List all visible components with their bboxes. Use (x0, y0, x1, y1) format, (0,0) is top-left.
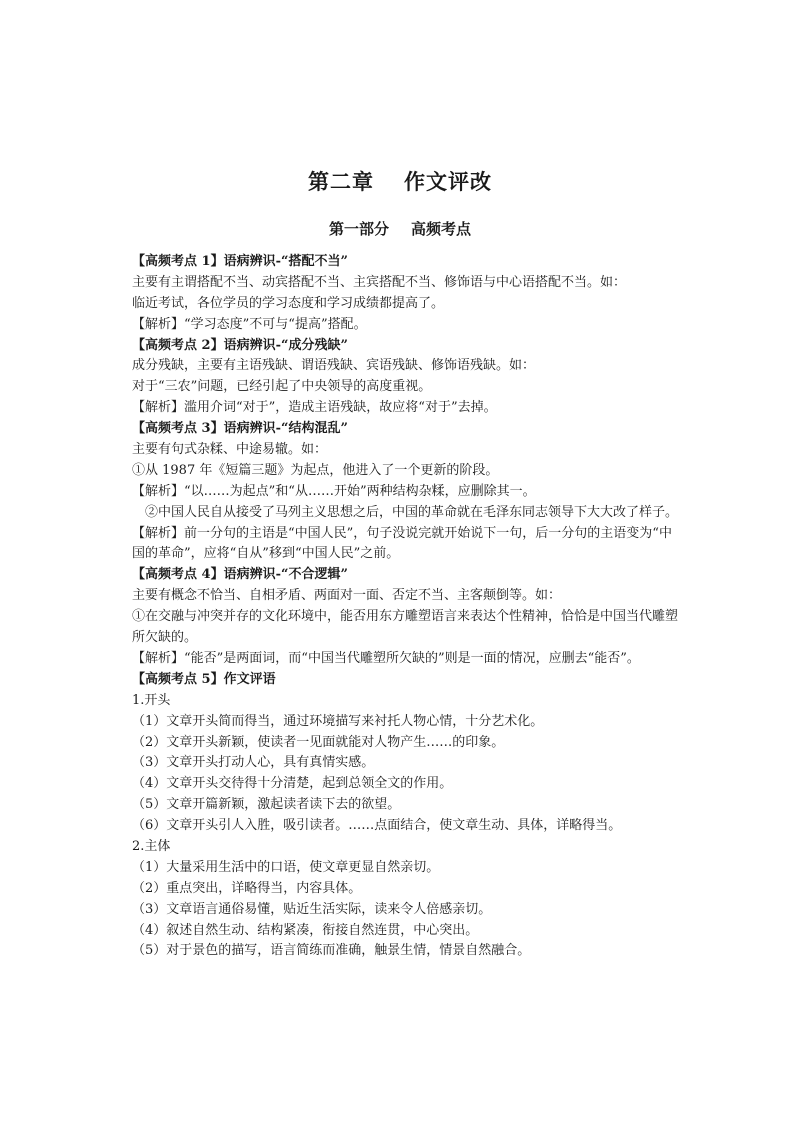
chapter-title (0, 166, 800, 196)
body-part-item: （4）叙述自然生动、结构紧凑，衔接自然连贯，中心突出。 (132, 922, 479, 938)
opening-item: （6）文章开头引人入胜，吸引读者。……点面结合，使文章生动、具体，详略得当。 (132, 818, 622, 834)
body-part-item: （2）重点突出，详略得当，内容具体。 (132, 880, 362, 896)
point-3-example-2: ②中国人民自从接受了马列主义思想之后，中国的革命就在毛泽东同志领导下大大改了样子。 (145, 504, 679, 520)
point-1-example: 临近考试，各位学员的学习态度和学习成绩都提高了。 (132, 295, 445, 311)
body-part-heading: 2.主体 (132, 839, 171, 854)
opening-item: （4）文章开头交待得十分清楚，起到总领全文的作用。 (132, 776, 453, 792)
point-3-heading: 【高频考点 3】语病辨识-“结构混乱” (132, 421, 348, 437)
opening-item: （3）文章开头打动人心，具有真情实感。 (132, 755, 375, 771)
point-4-heading: 【高频考点 4】语病辨识-“不合逻辑” (132, 567, 348, 583)
point-2-heading: 【高频考点 2】语病辨识-“成分残缺” (132, 337, 348, 353)
chapter-number: 第二章 (308, 169, 374, 194)
section-name: 高频考点 (411, 220, 472, 238)
body-part-item: （1）大量采用生活中的口语，使文章更显自然亲切。 (132, 859, 440, 875)
body-part-item: （5）对于景色的描写，语言简练而准确，触景生情，情景自然融合。 (132, 943, 531, 959)
point-3-desc: 主要有句式杂糅、中途易辙。如： (132, 442, 328, 458)
point-4-desc: 主要有概念不恰当、自相矛盾、两面对一面、否定不当、主客颠倒等。如： (132, 588, 562, 604)
opening-item: （2）文章开头新颖，使读者一见面就能对人物产生……的印象。 (132, 734, 505, 750)
section-number: 第一部分 (328, 220, 389, 238)
opening-heading: 1.开头 (132, 692, 171, 708)
point-4-analysis: 【解析】“能否”是两面词，而“中国当代雕塑所欠缺的”则是一面的情况，应删去“能否”。 (132, 650, 640, 666)
point-3-analysis-1: 【解析】“以……为起点”和“从……开始”两种结构杂糅，应删除其一。 (132, 483, 536, 499)
chapter-name: 作文评改 (404, 169, 492, 194)
point-1-analysis: 【解析】“学习态度”不可与“提高”搭配。 (132, 316, 367, 332)
point-5-heading: 【高频考点 5】作文评语 (132, 671, 276, 687)
opening-item: （1）文章开头简而得当，通过环境描写来衬托人物心情，十分艺术化。 (132, 713, 544, 729)
section-title (0, 218, 800, 239)
point-1-heading: 【高频考点 1】语病辨识-“搭配不当” (132, 254, 348, 269)
point-2-desc: 成分残缺，主要有主语残缺、谓语残缺、宾语残缺、修饰语残缺。如： (132, 358, 536, 374)
body-part-item: （3）文章语言通俗易懂，贴近生活实际，读来令人倍感亲切。 (132, 901, 492, 917)
document-body (132, 252, 684, 962)
point-3-analysis-2: 【解析】前一分句的主语是“中国人民”，句子没说完就开始说下一句，后一分句的主语变为“中国的革命”，应将“自从”移到“中国人民”之前。 (132, 525, 672, 562)
opening-item: （5）文章开篇新颖，激起读者读下去的欲望。 (132, 797, 401, 813)
point-4-example: ①在交融与冲突并存的文化环境中，能否用东方雕塑语言来表达个性精神，恰恰是中国当代雕塑所欠缺的。 (132, 609, 679, 646)
point-3-example-1: ①从 1987 年《短篇三题》为起点，他进入了一个更新的阶段。 (132, 462, 499, 478)
point-2-example: 对于“三农”问题，已经引起了中央领导的高度重视。 (132, 379, 432, 395)
point-2-analysis: 【解析】滥用介词“对于”，造成主语残缺，故应将“对于”去掉。 (132, 400, 497, 416)
point-1-desc: 主要有主谓搭配不当、动宾搭配不当、主宾搭配不当、修饰语与中心语搭配不当。如： (132, 274, 627, 290)
